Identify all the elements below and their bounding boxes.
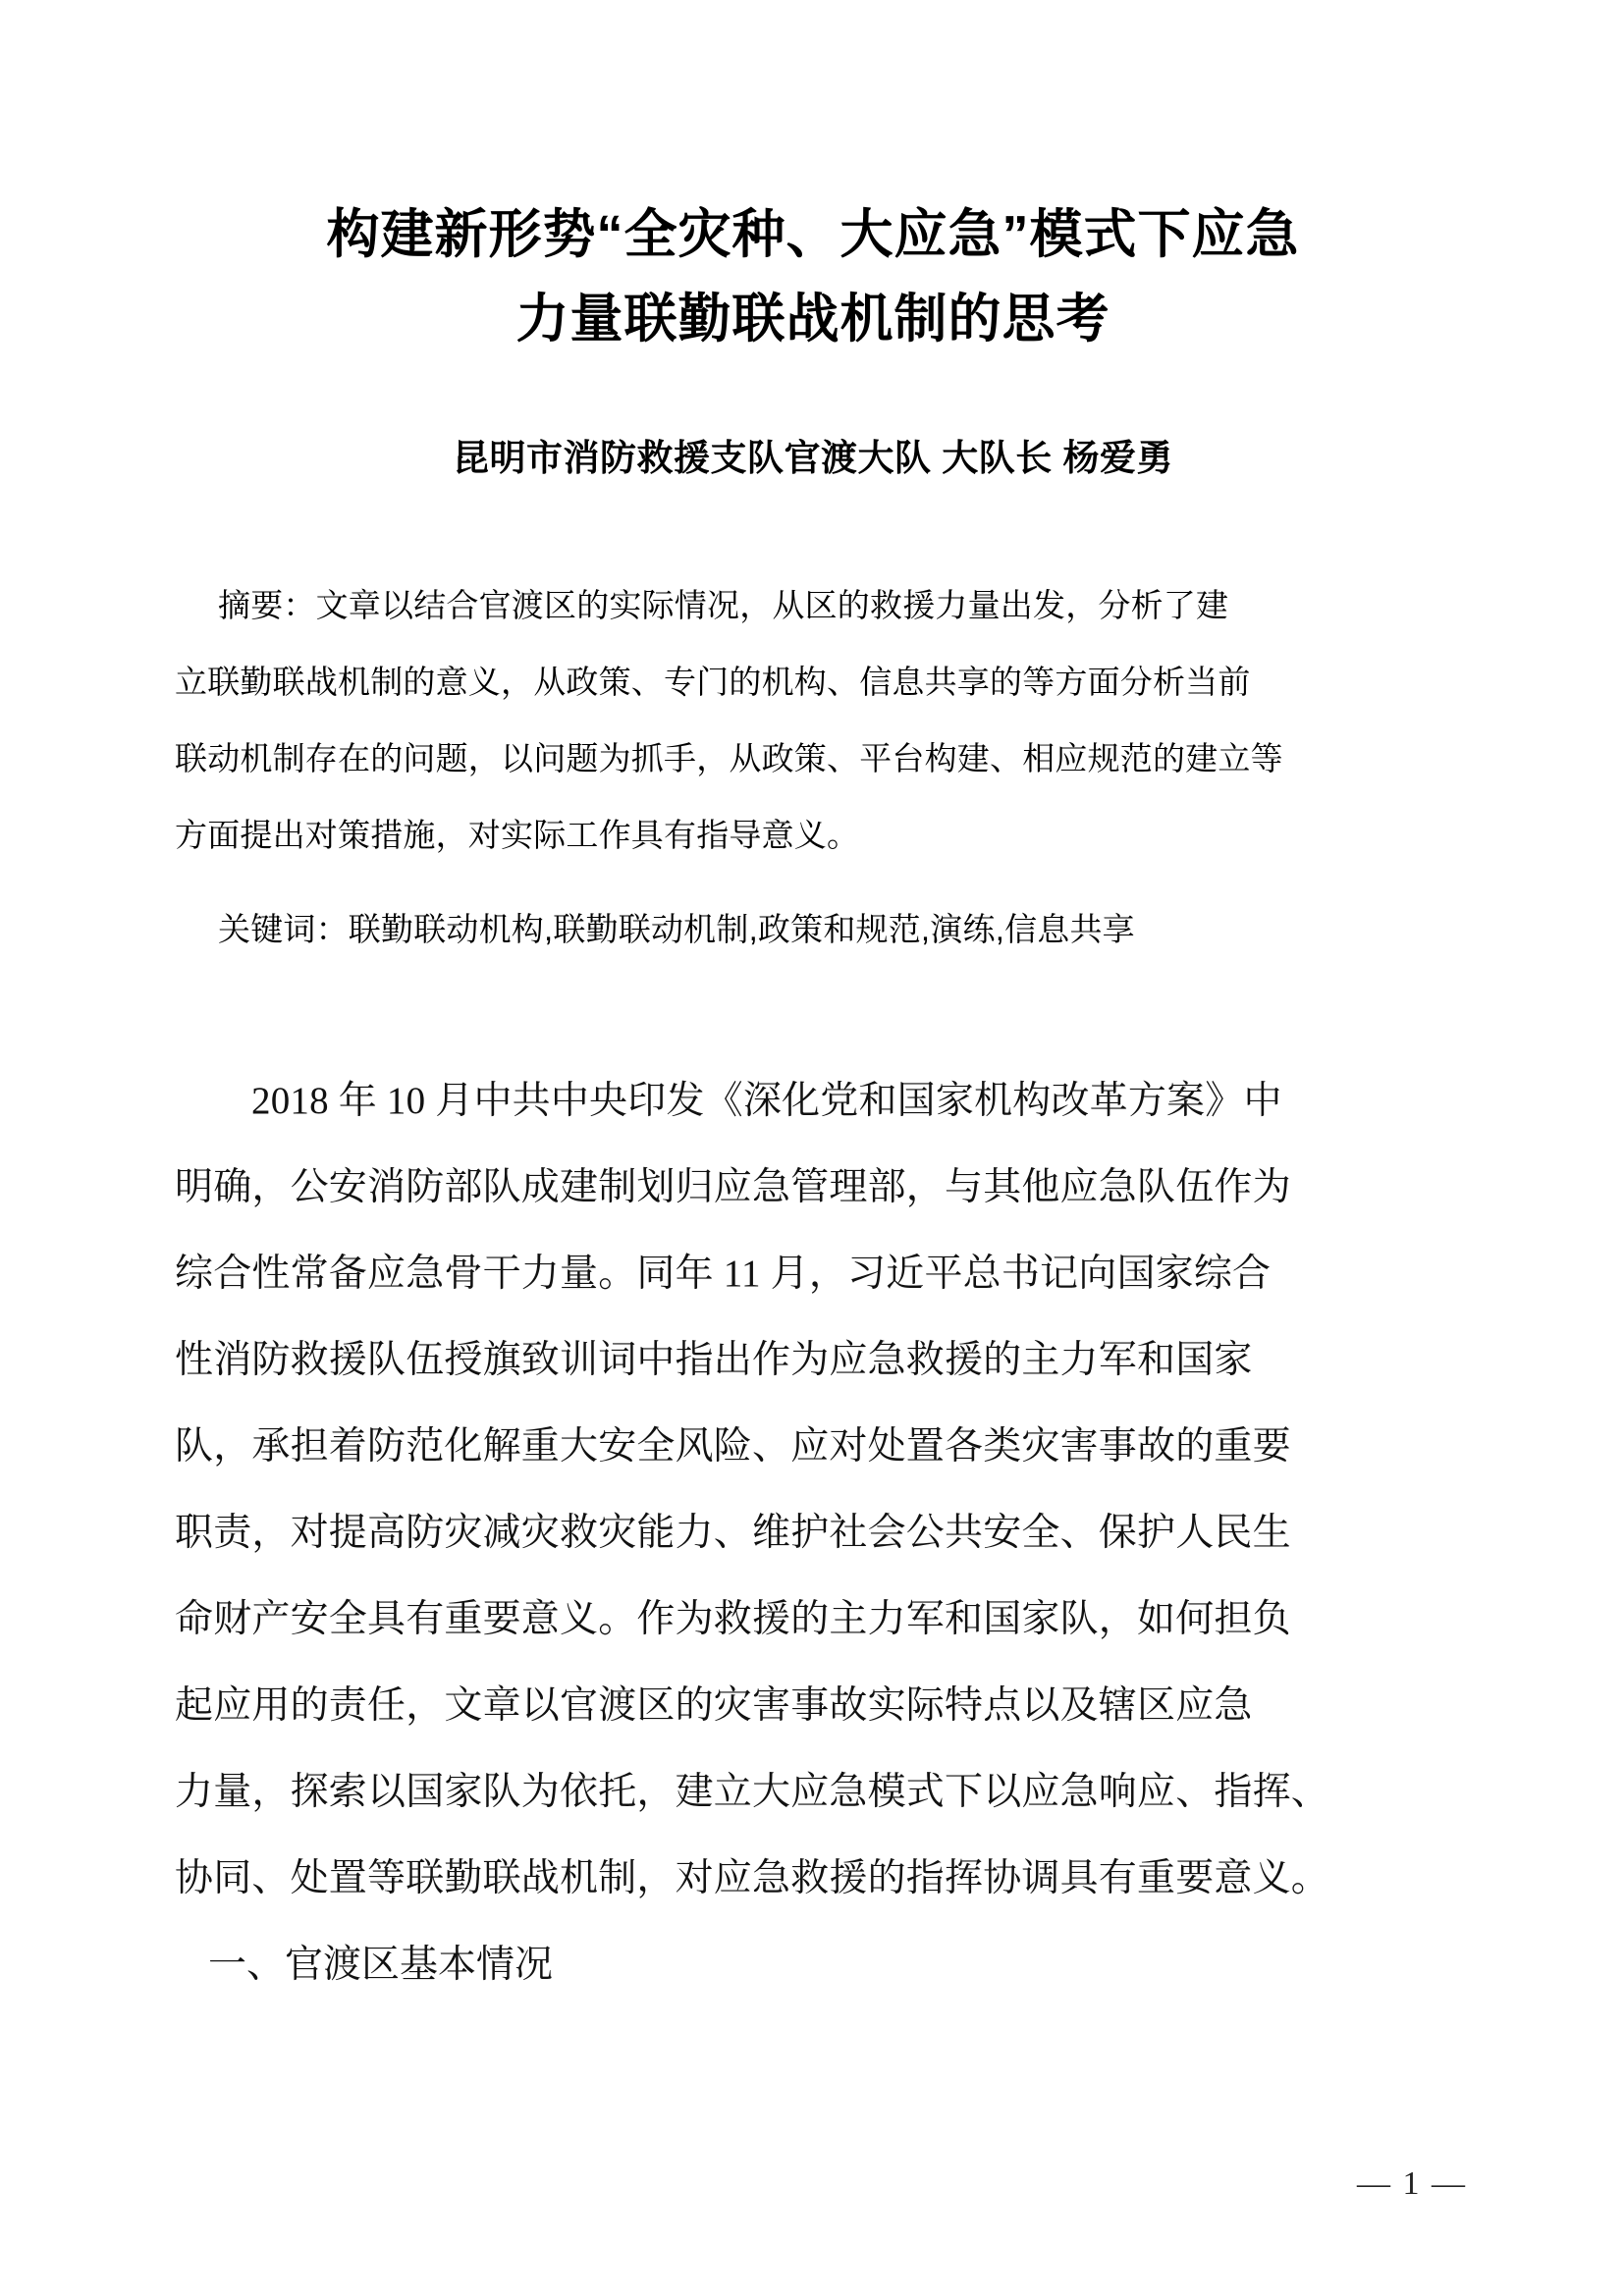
author-byline: 昆明市消防救援支队官渡大队 大队长 杨爱勇 — [452, 438, 1174, 478]
body-line: 综合性常备应急骨干力量。同年 11 月，习近平总书记向国家综合 — [175, 1253, 1272, 1295]
keywords-line: 关键词：联勤联动机构,联勤联动机制,政策和规范,演练,信息共享 — [218, 911, 1135, 947]
body-line: 2018 年 10 月中共中央印发《深化党和国家机构改革方案》中 — [251, 1080, 1282, 1122]
page-title — [175, 0, 1451, 361]
body-line: 力量，探索以国家队为依托，建立大应急模式下以应急响应、指挥、 — [175, 1771, 1330, 1813]
body-section — [175, 968, 1451, 2008]
abstract-line: 摘要：文章以结合官渡区的实际情况，从区的救援力量出发，分析了建 — [218, 587, 1229, 623]
body-line: 队，承担着防范化解重大安全风险、应对处置各类灾害事故的重要 — [175, 1425, 1291, 1468]
page-number-footer: — 1 — — [1357, 2165, 1467, 2202]
page-title-line-2: 力量联勤联战机制的思考 — [515, 290, 1110, 348]
body-line: 性消防救援队伍授旗致训词中指出作为应急救援的主力军和国家 — [175, 1339, 1253, 1381]
body-line: 起应用的责任，文章以官渡区的灾害事故实际特点以及辖区应急 — [175, 1684, 1253, 1727]
abstract-line: 方面提出对策措施，对实际工作具有指导意义。 — [175, 817, 860, 853]
section-heading: 一、官渡区基本情况 — [208, 1944, 554, 1986]
abstract-line: 联动机制存在的问题，以问题为抓手，从政策、平台构建、相应规范的建立等 — [175, 740, 1283, 776]
page-title-line-1: 构建新形势“全灾种、大应急”模式下应急 — [326, 205, 1300, 264]
body-line: 协同、处置等联勤联战机制，对应急救援的指挥协调具有重要意义。 — [175, 1857, 1330, 1899]
body-line: 职责，对提高防灾减灾救灾能力、维护社会公共安全、保护人民生 — [175, 1512, 1291, 1554]
abstract-line: 立联勤联战机制的意义，从政策、专门的机构、信息共享的等方面分析当前 — [175, 664, 1251, 700]
page-content — [175, 0, 1451, 2008]
abstract-section — [175, 485, 1451, 968]
body-line: 明确，公安消防部队成建制划归应急管理部，与其他应急队伍作为 — [175, 1166, 1291, 1208]
body-line: 命财产安全具有重要意义。作为救援的主力军和国家队，如何担负 — [175, 1598, 1291, 1640]
